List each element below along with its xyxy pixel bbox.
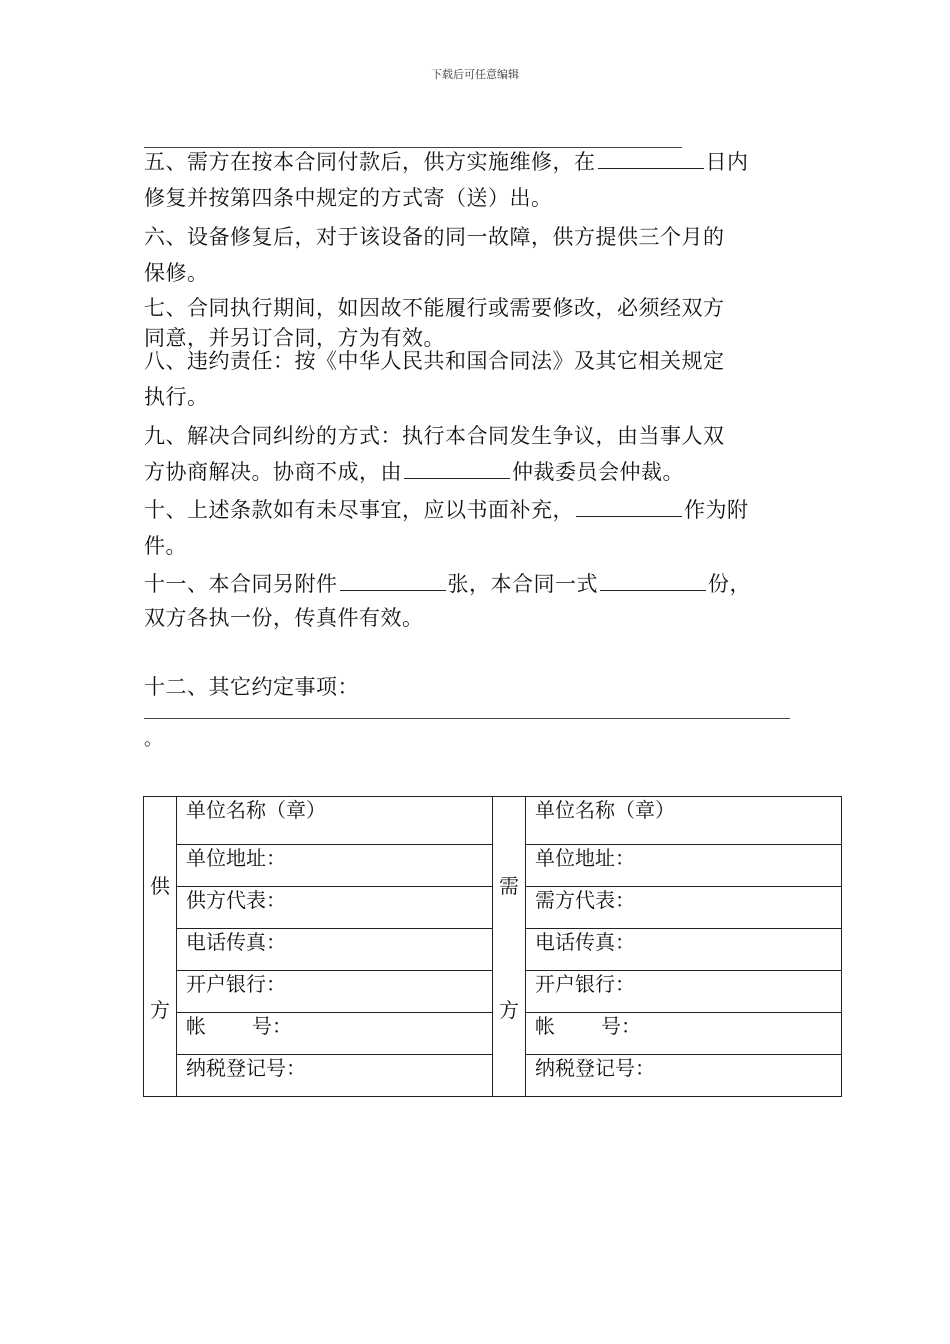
clause-5-line2: 修复并按第四条中规定的方式寄（送）出。 — [144, 186, 553, 210]
supplier-side-bottom: 方 — [150, 998, 170, 1022]
buyer-representative[interactable]: 需方代表： — [526, 887, 842, 929]
clause-9-line1: 九、解决合同纠纷的方式：执行本合同发生争议，由当事人双 — [144, 424, 725, 448]
buyer-account-label-a: 帐 — [535, 1014, 555, 1038]
clause-7-line1: 七、合同执行期间，如因故不能履行或需要修改，必须经双方 — [144, 296, 725, 320]
arbitration-committee-blank[interactable] — [404, 456, 510, 479]
attachment-count-blank[interactable] — [340, 568, 446, 591]
clause-12-end — [144, 722, 809, 758]
buyer-company-name[interactable]: 单位名称（章） — [526, 797, 842, 845]
clause-9 — [144, 418, 809, 490]
buyer-side-label — [493, 797, 526, 1097]
supplier-tax-id[interactable]: 纳税登记号： — [177, 1055, 493, 1097]
supplement-blank[interactable] — [576, 494, 682, 517]
clause-8 — [144, 343, 809, 415]
clause-12-line2: 。 — [144, 729, 163, 750]
clause-11-line1-head: 十一、本合同另附件 — [144, 572, 338, 596]
clause-6-line1: 六、设备修复后，对于该设备的同一故障，供方提供三个月的 — [144, 225, 725, 249]
signature-table — [143, 796, 842, 1097]
clause-10-line1-head: 十、上述条款如有未尽事宜，应以书面补充， — [144, 498, 574, 522]
clause-11 — [144, 567, 809, 635]
supplier-account-label-b: 号： — [252, 1014, 292, 1038]
clause-8-line1: 八、违约责任：按《中华人民共和国合同法》及其它相关规定 — [144, 349, 725, 373]
clause-10 — [144, 492, 809, 564]
clause-11-line1-mid: 张，本合同一式 — [447, 572, 598, 596]
repair-days-blank[interactable] — [598, 146, 704, 169]
buyer-side-bottom: 方 — [499, 998, 519, 1022]
clause-9-line2-head: 方协商解决。协商不成，由 — [144, 460, 402, 484]
clause-10-line2: 件。 — [144, 534, 187, 558]
clause-10-line1-tail: 作为附 — [684, 498, 749, 522]
clause-5 — [144, 144, 809, 216]
clause-11-line2: 双方各执一份，传真件有效。 — [144, 606, 424, 630]
copies-count-blank[interactable] — [600, 568, 706, 591]
supplier-phone-fax[interactable]: 电话传真： — [177, 929, 493, 971]
clause-8-line2: 执行。 — [144, 385, 209, 409]
supplier-address[interactable]: 单位地址： — [177, 845, 493, 887]
buyer-bank[interactable]: 开户银行： — [526, 971, 842, 1013]
clause-12-line1: 十二、其它约定事项： — [144, 675, 359, 699]
clause-9-line2-tail: 仲裁委员会仲裁。 — [512, 460, 684, 484]
supplier-account-label-a: 帐 — [186, 1014, 206, 1038]
supplier-side-top: 供 — [150, 874, 170, 898]
supplier-representative[interactable]: 供方代表： — [177, 887, 493, 929]
clause-7-line2: 同意，并另订合同，方为有效。 — [144, 326, 445, 350]
clause-6 — [144, 219, 809, 291]
supplier-bank[interactable]: 开户银行： — [177, 971, 493, 1013]
supplier-company-name[interactable]: 单位名称（章） — [177, 797, 493, 845]
clause-6-line2: 保修。 — [144, 261, 209, 285]
buyer-account[interactable] — [526, 1013, 842, 1055]
clause-11-line1-tail: 份， — [708, 572, 751, 596]
buyer-account-label-b: 号： — [601, 1014, 641, 1038]
buyer-address[interactable]: 单位地址： — [526, 845, 842, 887]
supplier-account[interactable] — [177, 1013, 493, 1055]
clause-12 — [144, 669, 809, 705]
clause-5-line1-tail: 日内 — [705, 150, 749, 174]
buyer-side-top: 需 — [499, 874, 519, 898]
clause-5-line1: 五、需方在按本合同付款后，供方实施维修，在 — [144, 150, 596, 174]
buyer-tax-id[interactable]: 纳税登记号： — [526, 1055, 842, 1097]
other-terms-blank-line[interactable] — [144, 718, 790, 719]
supplier-side-label — [144, 797, 177, 1097]
buyer-phone-fax[interactable]: 电话传真： — [526, 929, 842, 971]
page-header: 下载后可任意编辑 — [431, 68, 519, 81]
